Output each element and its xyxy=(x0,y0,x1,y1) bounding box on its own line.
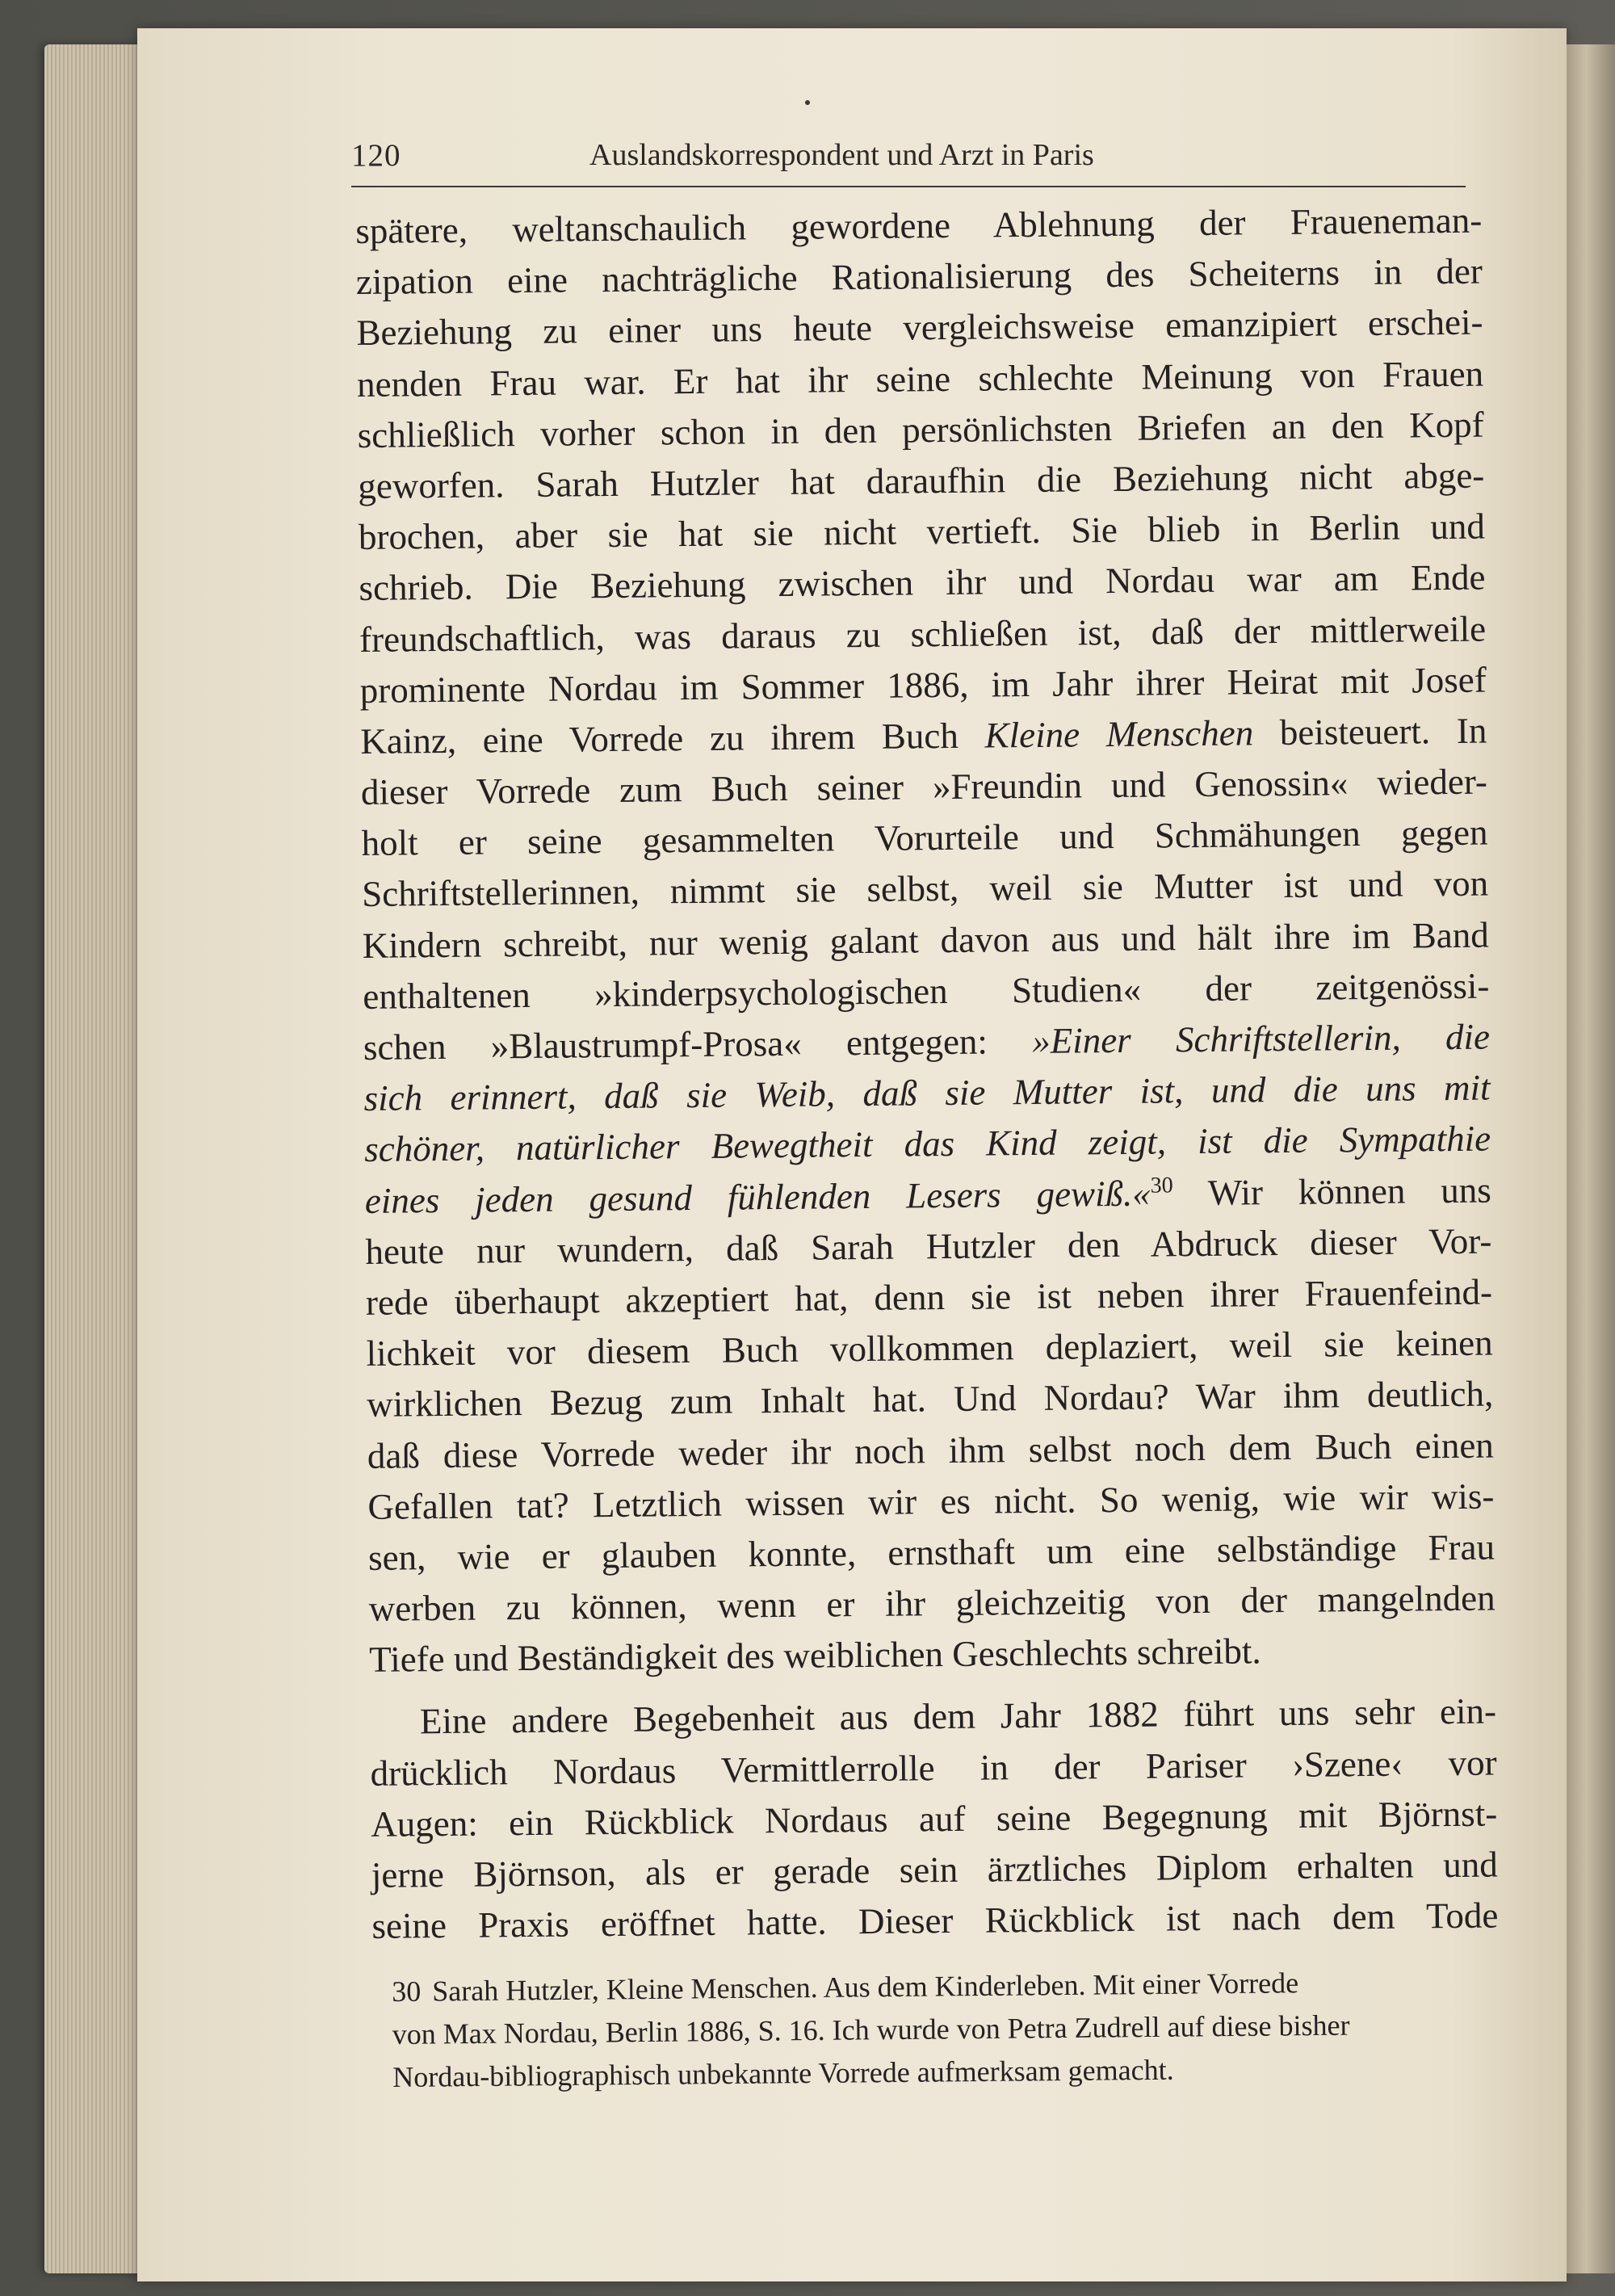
text-line: enthaltenen »kinderpsychologischen Studien« der zeitgenössi- xyxy=(363,965,1490,1017)
text-line: schrieb. Die Beziehung zwischen ihr und Nordau war am Ende xyxy=(359,556,1486,609)
book-title-italic: Kleine Menschen xyxy=(984,712,1254,756)
quote-italic: eines jeden gesund fühlenden Lesers gewiß.« xyxy=(364,1173,1151,1221)
text-line: wirklichen Bezug zum Inhalt hat. Und Nordau? War ihm deutlich, xyxy=(367,1373,1494,1425)
footnote-line: Nordau-bibliographisch unbekannte Vorrede aufmerksam gemacht. xyxy=(392,2053,1174,2093)
ink-speck xyxy=(805,100,810,105)
footnote-reference: 30 xyxy=(1150,1172,1173,1198)
text-line: brochen, aber sie hat sie nicht vertieft. Sie blieb in Berlin und xyxy=(358,506,1486,558)
footnote-text: Sarah Hutzler, Kleine Menschen. Aus dem Kinderleben. Mit einer Vorrede xyxy=(432,1967,1299,2008)
book-gutter xyxy=(1567,44,1615,2273)
footnote xyxy=(392,1960,1479,2099)
text-line: lichkeit vor diesem Buch vollkommen deplaziert, weil sie keinen xyxy=(366,1322,1493,1375)
text-line: werben zu können, wenn er ihr gleichzeitig von der mangelnden xyxy=(368,1577,1495,1629)
quote-italic: »Einer Schriftstellerin, die xyxy=(1031,1016,1491,1062)
text-segment: schen »Blaustrumpf-Prosa« entgegen: xyxy=(363,1021,1033,1068)
text-segment: Kainz, eine Vorrede zu ihrem Buch xyxy=(360,715,985,762)
text-line: Tiefe und Beständigkeit des weiblichen Geschlechts schreibt. xyxy=(369,1631,1261,1681)
quote-line: schöner, natürlicher Bewegtheit das Kind zeigt, ist die Sympathie xyxy=(363,1118,1491,1170)
text-line: heute nur wundern, daß Sarah Hutzler den Abdruck dieser Vor- xyxy=(365,1220,1492,1272)
running-head xyxy=(351,129,1466,187)
text-line: seine Praxis eröffnet hatte. Dieser Rückblick ist nach dem Tode xyxy=(371,1895,1499,1947)
text-line: Schriftstellerinnen, nimmt sie selbst, weil sie Mutter ist und von xyxy=(361,863,1489,915)
text-line: sen, wie er glauben konnte, ernsthaft um eine selbständige Frau xyxy=(367,1526,1495,1578)
text-line: rede überhaupt akzeptiert hat, denn sie ist neben ihrer Frauenfeind- xyxy=(365,1271,1493,1323)
text-line: Kindern schreibt, nur wenig galant davon aus und hält ihre im Band xyxy=(362,914,1489,966)
text-line: holt er seine gesammelten Vorurteile und Schmähungen gegen xyxy=(361,812,1488,864)
body-text xyxy=(355,195,1499,1953)
text-line: drücklich Nordaus Vermittlerrolle in der Pariser ›Szene‹ vor xyxy=(370,1742,1497,1794)
text-line: freundschaftlich, was daraus zu schließen ist, daß der mittlerweile xyxy=(359,608,1487,660)
page-number: 120 xyxy=(351,138,401,173)
text-line: daß diese Vorrede weder ihr noch ihm selbst noch dem Buch einen xyxy=(367,1425,1495,1476)
text-line: geworfen. Sarah Hutzler hat daraufhin die Beziehung nicht abge- xyxy=(358,455,1485,506)
footnote-number: 30 xyxy=(392,1975,422,2008)
text-line: nenden Frau war. Er hat ihr seine schlechte Meinung von Frauen xyxy=(356,353,1484,405)
text-line: Gefallen tat? Letztlich wissen wir es nicht. So wenig, wie wir wis- xyxy=(367,1475,1495,1527)
text-line: zipation eine nachträgliche Rationalisierung des Scheiterns in der xyxy=(355,250,1483,303)
quote-line: sich erinnert, daß sie Weib, daß sie Mutter ist, und die uns mit xyxy=(363,1067,1491,1119)
text-line: schließlich vorher schon in den persönlichsten Briefen an den Kopf xyxy=(357,404,1484,455)
text-line: prominente Nordau im Sommer 1886, im Jahr ihrer Heirat mit Josef xyxy=(359,659,1487,711)
footnote-line: von Max Nordau, Berlin 1886, S. 16. Ich wurde von Petra Zudrell auf diese bisher xyxy=(392,2008,1350,2050)
chapter-title: Auslandskorrespondent und Arzt in Paris xyxy=(589,138,1094,172)
text-segment: Wir können uns xyxy=(1172,1169,1491,1213)
text-segment: beisteuert. In xyxy=(1252,710,1487,753)
text-line: Beziehung zu einer uns heute vergleichsweise emanzipiert erschei- xyxy=(356,301,1483,354)
text-line: spätere, weltanschaulich gewordene Ablehnung der Fraueneman- xyxy=(355,199,1483,251)
text-line: dieser Vorrede zum Buch seiner »Freundin und Genossin« wieder- xyxy=(360,761,1488,813)
text-line: Eine andere Begebenheit aus dem Jahr 1882 führt uns sehr ein- xyxy=(419,1690,1497,1742)
text-line: jerne Björnson, als er gerade sein ärztliches Diplom erhalten und xyxy=(371,1844,1499,1895)
text-line: Augen: ein Rückblick Nordaus auf seine Begegnung mit Björnst- xyxy=(370,1793,1498,1845)
